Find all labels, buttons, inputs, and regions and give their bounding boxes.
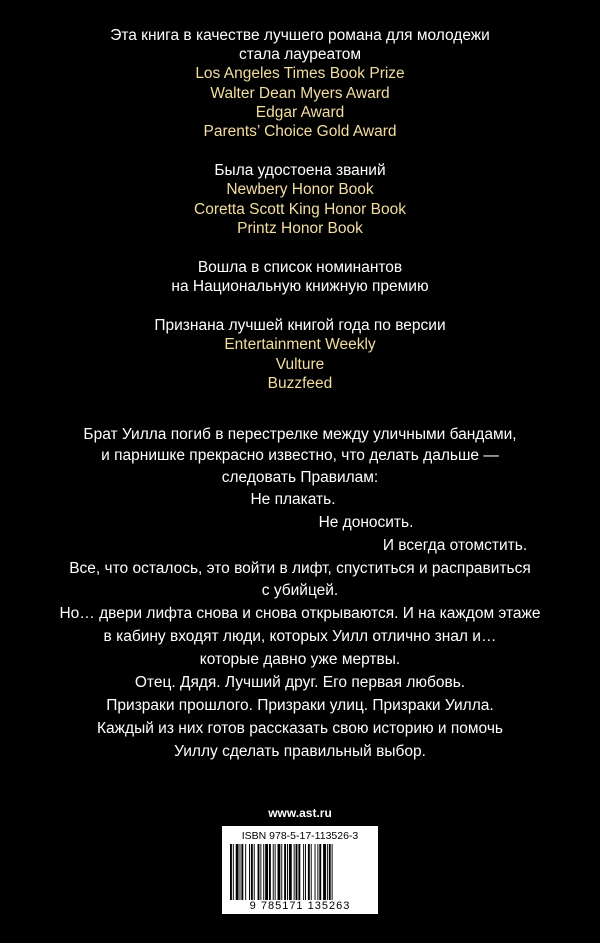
nominee-line-2: на Национальную книжную премию xyxy=(171,278,429,295)
blurb-line: Отец. Дядя. Лучший друг. Его первая любовь. xyxy=(134,674,466,691)
blurb-line: которые давно уже мертвы. xyxy=(199,651,401,668)
nominee-line-1: Вошла в список номинантов xyxy=(197,259,403,276)
awards-intro-line-2: стала лауреатом xyxy=(238,46,362,63)
blurb-line: Брат Уилла погиб в перестрелке между уличными бандами, xyxy=(83,426,517,443)
isbn-label: ISBN 978-5-17-113526-3 xyxy=(241,830,359,842)
blurb-line: с убийцей. xyxy=(261,582,339,599)
blurb-line: Все, что осталось, это войти в лифт, спуститься и расправиться xyxy=(69,560,531,577)
publication-name: Entertainment Weekly xyxy=(224,336,376,353)
blurb-line: следовать Правилам: xyxy=(221,469,379,486)
blurb-rule-line: Не доносить. xyxy=(318,514,414,531)
awards-intro-line-1: Эта книга в качестве лучшего романа для молодежи xyxy=(110,27,490,44)
award-name: Walter Dean Myers Award xyxy=(210,85,390,102)
publisher-website: www.ast.ru xyxy=(268,806,332,820)
honors-intro: Была удостоена званий xyxy=(214,162,386,179)
award-name: Parents’ Choice Gold Award xyxy=(203,123,397,140)
best-of-intro: Признана лучшей книгой года по версии xyxy=(154,317,446,334)
publication-name: Vulture xyxy=(275,356,325,373)
publication-name: Buzzfeed xyxy=(267,375,333,392)
award-name: Los Angeles Times Book Prize xyxy=(195,65,405,82)
blurb-line: Призраки прошлого. Призраки улиц. Призраки Уилла. xyxy=(106,697,494,714)
barcode-digits: 9 785171 135263 xyxy=(249,900,351,912)
blurb-line: Каждый из них готов рассказать свою историю и помочь xyxy=(97,720,503,737)
blurb-line: в кабину входят люди, которых Уилл отлично знал и… xyxy=(103,628,497,645)
isbn-barcode xyxy=(222,826,378,914)
honor-name: Printz Honor Book xyxy=(237,220,363,237)
blurb-line: и парнишке прекрасно известно, что делать дальше — xyxy=(101,447,499,464)
honor-name: Newbery Honor Book xyxy=(226,181,374,198)
award-name: Edgar Award xyxy=(255,104,345,121)
blurb-rule-line: Не плакать. xyxy=(250,491,336,508)
honor-name: Coretta Scott King Honor Book xyxy=(194,201,406,218)
blurb-line: Но… двери лифта снова и снова открываются. И на каждом этаже xyxy=(59,605,541,622)
barcode-bars xyxy=(228,844,372,902)
blurb-rule-line: И всегда отомстить. xyxy=(382,537,528,554)
blurb-line: Уиллу сделать правильный выбор. xyxy=(174,743,426,760)
